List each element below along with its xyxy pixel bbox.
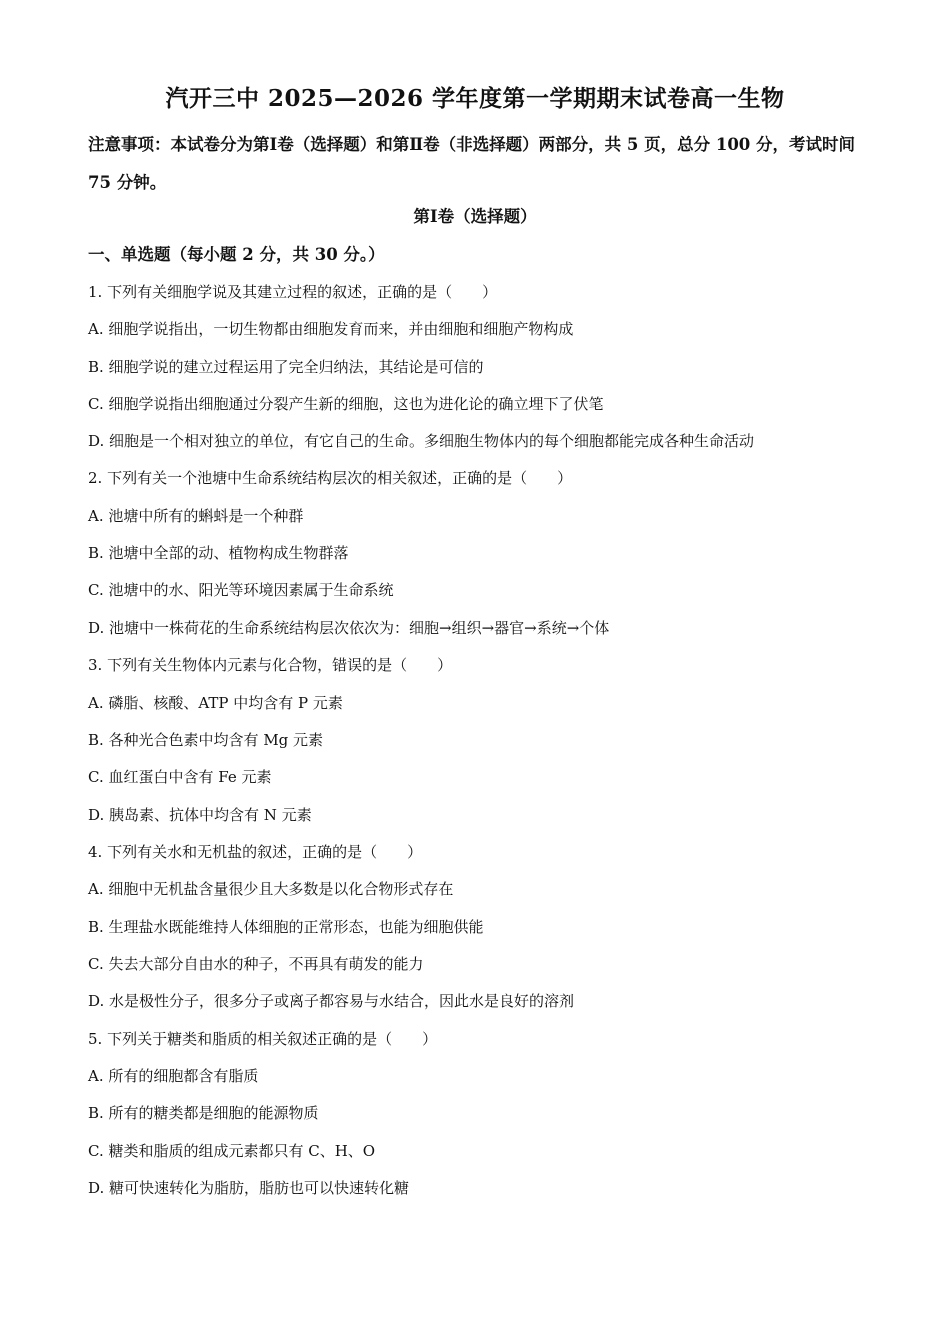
option-line: C. 细胞学说指出细胞通过分裂产生新的细胞，这也为进化论的确立埋下了伏笔 [88,395,604,413]
question-stem: 5. 下列关于糖类和脂质的相关叙述正确的是（ ） [88,1030,438,1048]
option-line: A. 细胞学说指出，一切生物都由细胞发育而来，并由细胞和细胞产物构成 [88,320,574,338]
option-line: D. 水是极性分子，很多分子或离子都容易与水结合，因此水是良好的溶剂 [88,992,575,1010]
option-line: C. 失去大部分自由水的种子，不再具有萌发的能力 [88,955,424,973]
part-title: 一、单选题（每小题 2 分，共 30 分。） [88,245,385,264]
exam-notice: 注意事项：本试卷分为第Ⅰ卷（选择题）和第Ⅱ卷（非选择题）两部分，共 5 页，总分 100 分，考试时间 75 分钟。 [88,135,856,192]
option-line: C. 血红蛋白中含有 Fe 元素 [88,768,272,786]
question-stem: 4. 下列有关水和无机盐的叙述，正确的是（ ） [88,843,423,861]
option-line: A. 所有的细胞都含有脂质 [88,1067,259,1085]
option-line: D. 细胞是一个相对独立的单位，有它自己的生命。多细胞生物体内的每个细胞都能完成各种生命活动 [88,432,755,450]
option-line: B. 各种光合色素中均含有 Mg 元素 [88,731,324,749]
option-line: D. 糖可快速转化为脂肪，脂肪也可以快速转化糖 [88,1179,410,1197]
option-line: D. 胰岛素、抗体中均含有 N 元素 [88,806,312,824]
question-stem: 1. 下列有关细胞学说及其建立过程的叙述，正确的是（ ） [88,283,498,301]
exam-title: 汽开三中 2025—2026 学年度第一学期期末试卷高一生物 [165,85,785,112]
question-stem: 3. 下列有关生物体内元素与化合物，错误的是（ ） [88,656,453,674]
option-line: D. 池塘中一株荷花的生命系统结构层次依次为：细胞→组织→器官→系统→个体 [88,619,610,637]
option-line: B. 细胞学说的建立过程运用了完全归纳法，其结论是可信的 [88,358,484,376]
option-line: C. 糖类和脂质的组成元素都只有 C、H、O [88,1142,376,1160]
question-stem: 2. 下列有关一个池塘中生命系统结构层次的相关叙述，正确的是（ ） [88,469,573,487]
option-line: B. 池塘中全部的动、植物构成生物群落 [88,544,349,562]
option-line: A. 细胞中无机盐含量很少且大多数是以化合物形式存在 [88,880,454,898]
section-title: 第Ⅰ卷（选择题） [413,207,537,226]
option-line: B. 所有的糖类都是细胞的能源物质 [88,1104,319,1122]
option-line: A. 池塘中所有的蝌蚪是一个种群 [88,507,304,525]
option-line: B. 生理盐水既能维持人体细胞的正常形态，也能为细胞供能 [88,918,484,936]
option-line: A. 磷脂、核酸、ATP 中均含有 P 元素 [88,694,343,712]
option-line: C. 池塘中的水、阳光等环境因素属于生命系统 [88,581,394,599]
